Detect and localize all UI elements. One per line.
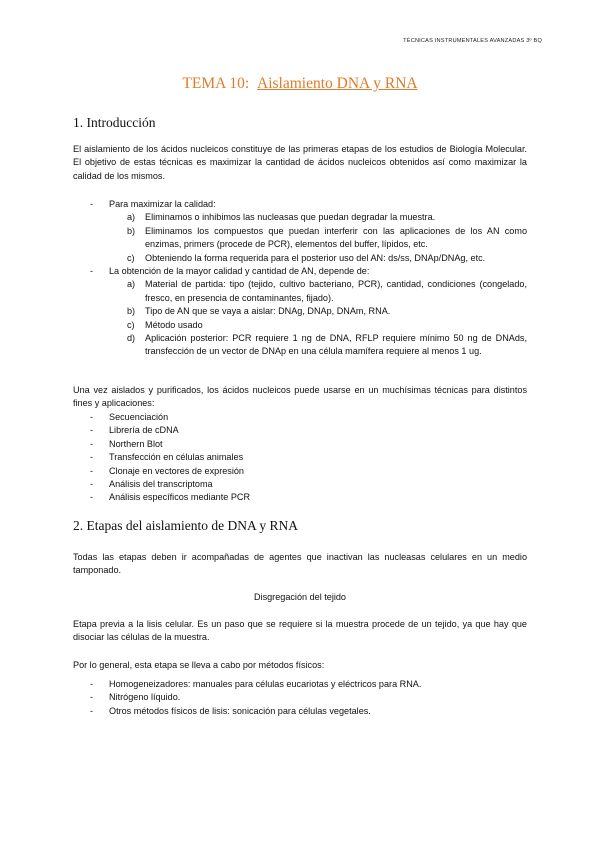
section1-bullets — [73, 198, 527, 359]
list-item — [109, 305, 527, 318]
list-marker: b) — [127, 306, 136, 317]
list-item — [109, 278, 527, 305]
list-item: - Otros métodos físicos de lisis: sonicación para células vegetales. — [73, 705, 527, 718]
list-marker: c) — [127, 319, 135, 330]
list-marker: a) — [127, 212, 136, 223]
list-marker: a) — [127, 279, 136, 290]
list-item — [109, 211, 527, 224]
page-title — [0, 75, 600, 93]
list-item: - Análisis específicos mediante PCR — [73, 491, 527, 504]
bullet-text: La obtención de la mayor calidad y cantidad de AN, depende de: — [109, 266, 370, 277]
list-text: Eliminamos o inhibimos las nucleasas que puedan degradar la muestra. — [145, 212, 436, 223]
applications-intro: Una vez aislados y purificados, los ácidos nucleicos puede usarse en un muchísimas técnicas para distintos fines y aplicaciones: — [73, 385, 527, 409]
list-item: - Homogeneizadores: manuales para células eucariotas y eléctricos para RNA. — [73, 678, 527, 691]
title-prefix: TEMA 10: — [182, 75, 250, 92]
list-item — [73, 198, 527, 265]
list-item — [109, 252, 527, 265]
title-text: Aislamiento DNA y RNA — [257, 75, 418, 92]
sub-list — [109, 278, 527, 358]
list-text: Obteniendo la forma requerida para el posterior uso del AN: ds/ss, DNAp/DNAg, etc. — [145, 252, 486, 263]
list-item: - Nitrógeno líquido. — [73, 691, 527, 704]
list-item: - Northern Blot — [73, 438, 527, 451]
list-marker: c) — [127, 252, 135, 263]
methods-list — [73, 678, 527, 718]
list-text: Eliminamos los compuestos que puedan interferir con las aplicaciones de los AN como enzimas, primers (procede de PCR), elementos del buffer, lípidos, etc. — [145, 225, 527, 250]
section2-paragraph-1: Etapa previa a la lisis celular. Es un paso que se requiere si la muestra procede de un tejido, ya que hay que disociar las células de la muestra. — [73, 619, 527, 643]
list-item: - Librería de cDNA — [73, 424, 527, 437]
list-item — [73, 265, 527, 359]
list-item: - Análisis del transcriptoma — [73, 478, 527, 491]
list-marker: d) — [127, 333, 136, 344]
subsection-heading: Disgregación del tejido — [253, 592, 346, 602]
list-item: - Clonaje en vectores de expresión — [73, 465, 527, 478]
section1-heading: 1. Introducción — [73, 115, 156, 130]
section2-heading: 2. Etapas del aislamiento de DNA y RNA — [73, 518, 298, 533]
list-item — [109, 332, 527, 359]
list-item: - Transfección en células animales — [73, 451, 527, 464]
list-text: Método usado — [145, 319, 203, 330]
running-header: TÉCNICAS INSTRUMENTALES AVANZADAS 3º BQ — [403, 38, 542, 44]
section2-intro: Todas las etapas deben ir acompañadas de agentes que inactivan las nucleasas celulares en un medio tamponado. — [73, 552, 527, 576]
list-text: Aplicación posterior: PCR requiere 1 ng de DNA, RFLP requiere mínimo 50 ng de DNAds, transfección de un vector de DNAp en una célula mamífera requiere al menos 1 ug. — [145, 333, 527, 357]
bullet-text: Para maximizar la calidad: — [109, 199, 216, 209]
applications-list — [73, 411, 527, 505]
list-item — [109, 319, 527, 332]
list-item — [109, 225, 527, 252]
section1-intro: El aislamiento de los ácidos nucleicos constituye de las primeras etapas de los estudios de Biología Molecular. El objetivo de estas técnicas es maximizar la cantidad de ácidos nucleicos obtenidos así como maximizar la calidad de los mismos. — [73, 144, 527, 181]
list-item: - Secuenciación — [73, 411, 527, 424]
list-marker: b) — [127, 225, 136, 236]
section2-paragraph-2: Por lo general, esta etapa se lleva a cabo por métodos físicos: — [73, 660, 325, 670]
list-text: Material de partida: tipo (tejido, cultivo bacteriano, PCR), cantidad, condiciones (congelado, fresco, en presencia de contaminantes, fijado). — [145, 279, 527, 303]
list-text: Tipo de AN que se vaya a aislar: DNAg, DNAp, DNAm, RNA. — [145, 306, 391, 317]
sub-list — [109, 211, 527, 265]
